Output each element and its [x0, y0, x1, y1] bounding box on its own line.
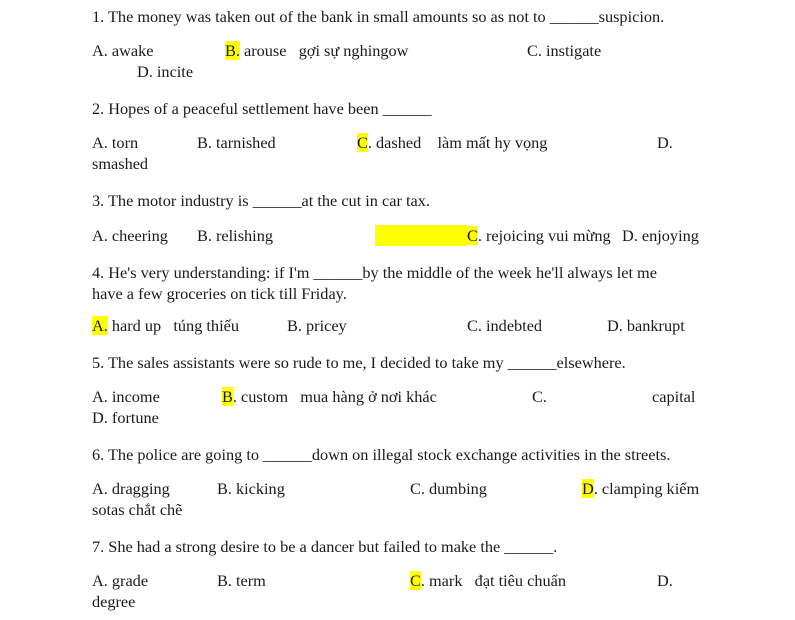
- option-6-a[interactable]: [92, 478, 170, 499]
- option-2-c[interactable]: [357, 132, 547, 153]
- option-label-c: C: [410, 571, 421, 591]
- option-7-b[interactable]: [217, 570, 266, 591]
- option-7-a[interactable]: [92, 570, 148, 591]
- question-block-3: [92, 190, 699, 245]
- option-text-d: fortune: [107, 408, 159, 428]
- option-3-a[interactable]: [92, 225, 168, 246]
- question-stem-5: 5. The sales assistants were so rude to me, I decided to take my ______elsewhere.: [92, 352, 626, 372]
- option-label-a: A.: [92, 133, 108, 153]
- option-5-c-label[interactable]: [532, 386, 547, 407]
- option-3-b[interactable]: [197, 225, 273, 246]
- option-label-d: D.: [607, 315, 623, 335]
- spacer: [92, 82, 690, 98]
- option-6-b[interactable]: [217, 478, 285, 499]
- option-label-c: C.: [527, 41, 542, 61]
- spacer: [92, 212, 690, 225]
- option-label-c: C.: [532, 387, 547, 407]
- option-5-c-text[interactable]: capital: [652, 387, 696, 407]
- option-text-c: instigate: [541, 41, 602, 61]
- option-7-c[interactable]: [410, 570, 566, 591]
- option-label-b: B: [222, 387, 233, 407]
- option-text-b: relishing: [211, 225, 273, 245]
- option-label-d: D.: [657, 133, 673, 153]
- spacer: [92, 373, 690, 386]
- option-2-a[interactable]: [92, 132, 138, 153]
- options-row-2: [92, 132, 690, 174]
- question-stem-1: 1. The money was taken out of the bank in small amounts so as not to ______suspicion.: [92, 7, 665, 26]
- option-4-d[interactable]: [607, 315, 685, 336]
- options-row-5-cont: [92, 407, 690, 428]
- option-text-b: pricey: [301, 315, 347, 335]
- option-label-c: C: [357, 133, 368, 153]
- option-text-c: . rejoicing vui mừng: [477, 225, 611, 245]
- question-block-7: [92, 536, 690, 612]
- highlight-block: [375, 225, 467, 246]
- option-text-c: indebted: [481, 315, 543, 335]
- option-4-a[interactable]: [92, 315, 239, 336]
- option-5-a[interactable]: [92, 386, 160, 407]
- options-row-6: [92, 478, 700, 520]
- option-label-b: B.: [225, 41, 240, 61]
- option-5-b[interactable]: [222, 386, 437, 407]
- option-label-c: C: [467, 225, 478, 245]
- question-stem-4-line2: have a few groceries on tick till Friday.: [92, 283, 347, 303]
- question-stem-7: 7. She had a strong desire to be a dancer but failed to make the ______.: [92, 537, 558, 557]
- spacer: [92, 304, 690, 315]
- option-text-b: . custom mua hàng ở nơi khác: [232, 387, 437, 407]
- option-4-b[interactable]: [287, 315, 347, 336]
- options-row-6-cont: [92, 499, 690, 520]
- option-3-c[interactable]: [375, 225, 611, 246]
- option-label-b: B.: [197, 133, 212, 153]
- option-1-c[interactable]: [527, 40, 601, 61]
- option-label-c: C.: [410, 479, 425, 499]
- option-label-b: B.: [217, 479, 232, 499]
- option-text-a: dragging: [107, 479, 170, 499]
- option-label-c: C.: [467, 315, 482, 335]
- spacer: [92, 27, 690, 40]
- option-text-b: kicking: [231, 479, 285, 499]
- spacer: [92, 119, 690, 132]
- option-text-d: incite: [152, 62, 194, 82]
- option-text-d: . clamping kiểm: [593, 479, 700, 499]
- option-label-a: A.: [92, 225, 108, 245]
- option-label-a: A.: [92, 571, 108, 591]
- option-2-d-text[interactable]: smashed: [92, 154, 149, 174]
- spacer: [92, 336, 690, 352]
- option-7-d-text[interactable]: degree: [92, 592, 136, 612]
- question-block-2: [92, 98, 690, 174]
- spacer: [92, 465, 690, 478]
- option-label-d: D.: [657, 571, 673, 591]
- question-stem-4-line1: 4. He's very understanding: if I'm ______by the middle of the week he'll always let me: [92, 262, 657, 282]
- option-text-a: income: [107, 387, 160, 407]
- question-stem-6: 6. The police are going to ______down on illegal stock exchange activities in the streets.: [92, 445, 671, 465]
- option-text-c: . mark đạt tiêu chuẩn: [420, 571, 566, 591]
- option-text-a: hard up túng thiếu: [107, 315, 239, 335]
- option-2-d-label[interactable]: [657, 132, 673, 153]
- option-label-a: A.: [92, 479, 108, 499]
- option-text-b: arouse gợi sự nghingow: [239, 41, 409, 61]
- options-row-1: [92, 40, 690, 82]
- option-text-a: cheering: [107, 225, 168, 245]
- spacer: [92, 428, 690, 444]
- option-1-b[interactable]: [225, 40, 408, 61]
- question-block-4: [92, 262, 690, 336]
- options-row-2-cont: [92, 153, 690, 174]
- spacer: [92, 557, 690, 570]
- option-6-c[interactable]: [410, 478, 487, 499]
- option-text-b: tarnished: [211, 133, 276, 153]
- option-2-b[interactable]: [197, 132, 276, 153]
- option-1-a[interactable]: [92, 40, 153, 61]
- spacer: [92, 174, 690, 190]
- options-row-3: [92, 225, 699, 246]
- option-label-d: D.: [622, 225, 638, 245]
- option-text-c: . dashed làm mất hy vọng: [367, 133, 548, 153]
- option-text-a: awake: [107, 41, 154, 61]
- option-7-d-label[interactable]: [657, 570, 673, 591]
- option-label-d: D.: [92, 408, 108, 428]
- option-label-b: B.: [287, 315, 302, 335]
- question-stem-3: 3. The motor industry is ______at the cut in car tax.: [92, 191, 430, 211]
- options-row-7: [92, 570, 690, 612]
- option-6-d[interactable]: [582, 478, 699, 499]
- option-text-d: enjoying: [637, 225, 699, 245]
- options-row-4: [92, 315, 690, 336]
- option-1-d[interactable]: [137, 61, 193, 82]
- option-label-d: D: [582, 479, 594, 499]
- option-label-a: A.: [92, 387, 108, 407]
- option-label-d: D.: [137, 62, 153, 82]
- option-label-a: A.: [92, 41, 108, 61]
- question-stem-2: 2. Hopes of a peaceful settlement have been ______: [92, 99, 432, 119]
- option-text-c: dumbing: [424, 479, 487, 499]
- option-text-d: bankrupt: [622, 315, 685, 335]
- option-text-a: torn: [107, 133, 139, 153]
- options-row-5: [92, 386, 696, 428]
- spacer: [92, 520, 690, 536]
- question-block-1: [92, 6, 690, 82]
- option-text-a: grade: [107, 571, 149, 591]
- option-label-b: B.: [217, 571, 232, 591]
- option-4-c[interactable]: [467, 315, 542, 336]
- question-block-5: [92, 352, 696, 428]
- options-row-1-cont: [92, 61, 690, 82]
- option-label-b: B.: [197, 225, 212, 245]
- option-6-d-wrap: sotas chắt chẽ: [92, 500, 183, 520]
- spacer: [92, 246, 690, 262]
- option-3-d[interactable]: [622, 225, 699, 246]
- option-text-b: term: [231, 571, 266, 591]
- option-5-d[interactable]: [92, 407, 159, 428]
- options-row-7-cont: [92, 591, 690, 612]
- question-block-6: [92, 444, 700, 520]
- option-label-a: A.: [92, 315, 108, 335]
